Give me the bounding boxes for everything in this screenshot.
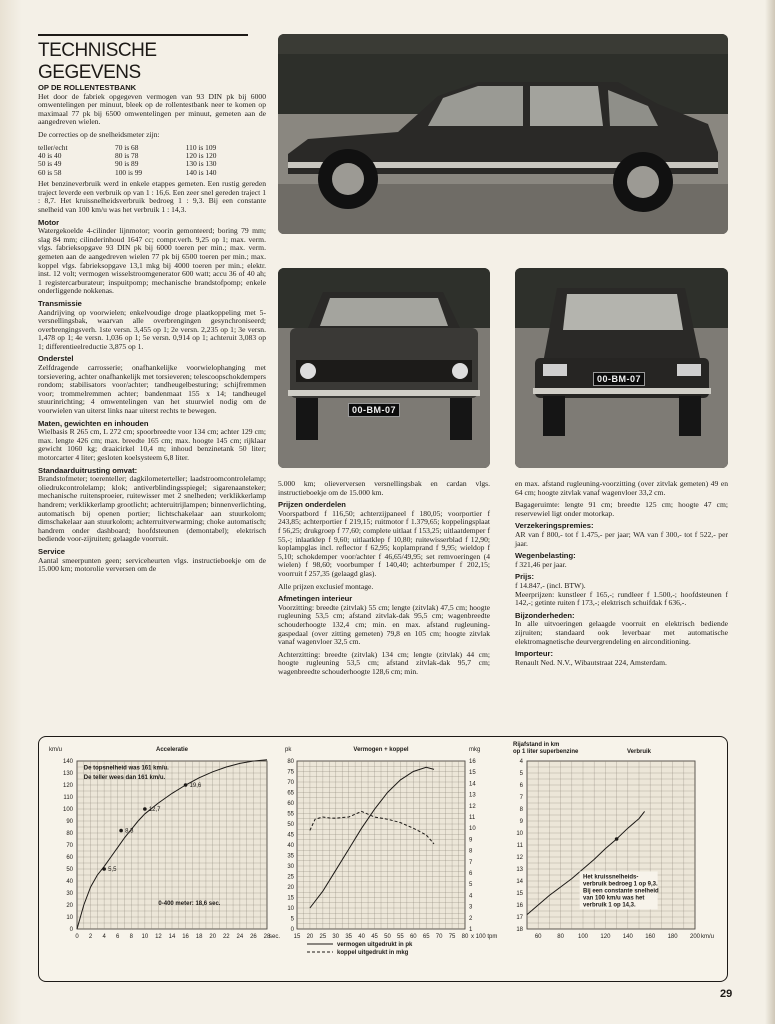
acceleration-y-tick: 30 bbox=[66, 891, 73, 897]
consumption-y-tick: 7 bbox=[519, 795, 523, 801]
acceleration-y-tick: 10 bbox=[66, 915, 73, 921]
acceleration-y-tick: 50 bbox=[66, 867, 73, 873]
correction-cell: 100 is 99 bbox=[115, 167, 143, 177]
consumption-x-tick: 180 bbox=[667, 934, 678, 940]
power-y-tick: 10 bbox=[287, 906, 294, 912]
power-y-tick: 55 bbox=[287, 811, 294, 818]
correction-cell: 120 is 120 bbox=[185, 150, 217, 160]
correction-cell: 40 is 40 bbox=[38, 150, 62, 160]
parts-prices-text: Voorspatbord f 116,50; achterzijpaneel f 180,05; voorportier f 243,85; achterportier f 219,15; ruitmotor f 1.379,65; koppelingsplaat f 56,25; drukgroep f 77,60; complete uitlaat f 153,25; uitlaatdemper f 55,-; inlaatklep f 9,60; uitlaatklep f 10,80; ruitewisserblad f 12,90; koplampglas incl. reflector f 62,95; koplamprand f 9,95; wieldop f 5,10; schokdemper voor/achter f 46,65/49,95; set remvoeringen (4 wielen) f 98,60; voorbumper f 140,40; achterbumper f 202,15; voorruit f 257,35 (gelaagd glas). bbox=[278, 508, 490, 578]
correction-cell: 130 is 130 bbox=[185, 159, 217, 169]
acceleration-x-tick: 16 bbox=[182, 934, 189, 940]
acceleration-y-label: km/u bbox=[49, 747, 63, 753]
section-heading-maten: Maten, gewichten en inhouden bbox=[38, 418, 149, 428]
torque-y-tick: 9 bbox=[469, 837, 473, 844]
consumption-x-tick: 120 bbox=[600, 934, 611, 940]
correction-row bbox=[38, 144, 266, 152]
power-torque-x-tick: 70 bbox=[435, 934, 443, 940]
power-torque-x-tick: 45 bbox=[371, 934, 378, 940]
acceleration-x-tick: 18 bbox=[195, 934, 203, 940]
car-rear-photo bbox=[515, 268, 728, 468]
correction-cell: 60 is 58 bbox=[38, 167, 62, 177]
power-y-tick: 65 bbox=[287, 790, 294, 797]
acceleration-y-tick: 90 bbox=[66, 819, 73, 825]
consumption-note: verbruik bedroeg 1 op 9,3. bbox=[583, 881, 658, 888]
acceleration-x-tick: 8 bbox=[129, 934, 133, 940]
consumption-x-label: km/u bbox=[701, 934, 715, 940]
torque-y-tick: 4 bbox=[469, 893, 473, 900]
section-heading-bijzonderheden: Bijzonderheden: bbox=[515, 610, 575, 620]
luggage-text: Bagageruimte: lengte 91 cm; breedte 125 cm; hoogte 47 cm; reservewiel ligt onder motorkap. bbox=[515, 500, 728, 518]
consumption-y-tick: 13 bbox=[516, 867, 523, 873]
section-heading-importeur: Importeur: bbox=[515, 649, 553, 659]
consumption-y-tick: 9 bbox=[519, 819, 523, 825]
acceleration-x-tick: 22 bbox=[222, 934, 230, 940]
power-y-tick: 15 bbox=[287, 895, 294, 902]
power-y-tick: 0 bbox=[290, 927, 294, 933]
torque-y-tick: 5 bbox=[469, 882, 473, 889]
acceleration-marker bbox=[119, 829, 123, 833]
acceleration-note: De teller wees dan 161 km/u. bbox=[83, 775, 166, 781]
rear-seat-text: Achterzitting: breedte (zitvlak) 134 cm; lengte (zitvlak) 44 cm; hoogte rugleuning 53,5 cm; afstand zitvlak-dak 95,7 cm; wagenbreedte schouderhoogte 128,6 cm; min. bbox=[278, 649, 490, 676]
page-edge bbox=[765, 0, 775, 1024]
section-heading-wegenbelasting: Wegenbelasting: bbox=[515, 551, 576, 561]
consumption-y-tick: 10 bbox=[516, 831, 523, 837]
consumption-note: Bij een constante snelheid bbox=[583, 888, 659, 895]
consumption-y-tick: 17 bbox=[516, 915, 523, 921]
power-torque-x-tick: 35 bbox=[345, 934, 353, 940]
extra-prices-text: Meerprijzen: kunstleer f 165,-; rundleer f 1.500,-; hoofdsteunen f 142,-; getinte ruiten f 173,-; elektrisch schuifdak f 636,-. bbox=[515, 589, 728, 608]
consumption-y-tick: 14 bbox=[516, 879, 523, 885]
power-torque-x-tick: 25 bbox=[319, 934, 327, 940]
parts-prices-note: Alle prijzen exclusief montage. bbox=[278, 581, 374, 591]
torque-y-tick: 14 bbox=[469, 781, 476, 788]
section-heading-onderstel: Onderstel bbox=[38, 354, 74, 364]
acceleration-x-tick: 4 bbox=[102, 934, 106, 940]
power-y-tick: 40 bbox=[287, 843, 294, 849]
torque-y-tick: 6 bbox=[469, 871, 473, 877]
power-torque-x-tick: 55 bbox=[397, 934, 404, 940]
correction-cell: 110 is 109 bbox=[185, 142, 217, 152]
power-torque-title: Vermogen + koppel bbox=[353, 747, 409, 753]
consumption-x-tick: 200 bbox=[689, 934, 701, 940]
power-y-tick: 30 bbox=[287, 864, 294, 870]
correction-cell: 70 is 68 bbox=[115, 142, 139, 152]
chassis-text: Zelfdragende carrosserie; onafhankelijke voorwielophanging met torsievering, achter onafhankelijk met torsieveren; telescoopschokdempers rondom; stabilisators voor/achter; tandheugelbesturing; schijfremmen voor; trommelremmen achter; bandenmaat 155 x 14; tandheugel stuurinrichting; 4 omwentelingen van het stuurwiel nodig om de voorwielen van uiterst links naar uiterst rechts te bewegen. bbox=[38, 363, 266, 416]
consumption-note: verbruik 1 op 14,3. bbox=[583, 902, 636, 909]
consumption-y-tick: 12 bbox=[516, 855, 523, 861]
power-y-tick: 50 bbox=[287, 822, 294, 828]
section-heading-standaard: Standaarduitrusting omvat: bbox=[38, 465, 138, 475]
acceleration-y-tick: 130 bbox=[62, 771, 73, 777]
section-heading-verzekering: Verzekeringspremies: bbox=[515, 521, 594, 531]
correction-cell: 140 is 140 bbox=[185, 167, 217, 177]
charts-panel bbox=[38, 736, 728, 982]
section-heading-transmissie: Transmissie bbox=[38, 298, 82, 308]
consumption-y-tick: 18 bbox=[516, 927, 523, 933]
interior-continued-text: en max. afstand rugleuning-voorzitting (over zitvlak gemeten) 49 en 64 cm; hoogte zitvlak vanaf wagenvloer 33,2 cm. bbox=[515, 479, 728, 497]
power-y-tick: 75 bbox=[287, 769, 294, 776]
torque-y-tick: 7 bbox=[469, 859, 473, 866]
consumption-marker bbox=[615, 837, 619, 841]
acceleration-x-tick: 24 bbox=[236, 934, 244, 940]
power-torque-x-tick: 40 bbox=[358, 934, 365, 940]
consumption-y-tick: 11 bbox=[516, 843, 523, 849]
correction-row bbox=[38, 160, 266, 168]
acceleration-x-tick: 28 bbox=[263, 934, 271, 940]
acceleration-y-tick: 100 bbox=[62, 807, 73, 813]
acceleration-x-tick: 12 bbox=[155, 934, 162, 940]
torque-y-tick: 1 bbox=[469, 927, 473, 933]
consumption-note: Het kruissnelheids- bbox=[583, 874, 639, 881]
page-title: TECHNISCHE GEGEVENS bbox=[38, 34, 248, 84]
acceleration-data-label: 12,7 bbox=[148, 807, 161, 813]
torque-y-tick: 10 bbox=[469, 826, 476, 833]
license-plate-rear: 00-BM-07 bbox=[593, 372, 645, 386]
road-tax-text: f 321,46 per jaar. bbox=[515, 559, 567, 569]
consumption-y-tick: 16 bbox=[516, 903, 523, 909]
consumption-y-tick: 4 bbox=[519, 759, 523, 765]
acceleration-annotation: 0-400 meter: 18,6 sec. bbox=[158, 901, 221, 907]
power-y-tick: 25 bbox=[287, 874, 294, 881]
power-y-tick: 70 bbox=[287, 780, 294, 786]
power-torque-x-tick: 65 bbox=[422, 934, 430, 940]
acceleration-x-tick: 6 bbox=[116, 934, 120, 940]
power-torque-x-tick: 30 bbox=[332, 934, 340, 940]
consumption-note: van 100 km/u was het bbox=[583, 895, 645, 902]
motor-text: Watergekoelde 4-cilinder lijnmotor; voorin gemonteerd; boring 79 mm; slag 84 mm; cilinderinhoud 1647 cc; compr.verh. 9,25 op 1; max. verm. vlgs. fabrieksopgave 93 DIN pk bij 6000 toeren per min.; max. verm. gemeten aan de aangedreven wielen 77 pk bij 6500 toeren per min.; max. koppel vlgs. fabrieksopgave 13,1 mkg bij 4000 toeren per min.; elektr. inst. 12 volt; vermogen wisselstroomgenerator 600 watt; accu 36 of 40 ah; 1 registercarburateur; inspuitpomp; mechanische brandstofpomp; enkele onderliggende nokkenas. bbox=[38, 226, 266, 296]
section-heading-service: Service bbox=[38, 546, 66, 556]
consumption-x-tick: 140 bbox=[622, 934, 633, 940]
power-y-label: pk bbox=[285, 747, 292, 753]
power-torque-x-tick: 60 bbox=[409, 934, 417, 940]
acceleration-x-tick: 14 bbox=[168, 934, 176, 940]
consumption-y-label-2: op 1 liter superbenzine bbox=[513, 749, 579, 755]
column-1 bbox=[38, 80, 266, 578]
car-rear-image bbox=[515, 268, 728, 468]
power-torque-x-tick: 75 bbox=[448, 934, 456, 940]
consumption-x-tick: 160 bbox=[645, 934, 656, 940]
correction-cell: 90 is 89 bbox=[115, 159, 139, 169]
consumption-y-label-1: Rijafstand in km bbox=[513, 742, 560, 748]
torque-y-tick: 2 bbox=[469, 915, 473, 922]
legend-torque-label: koppel uitgedrukt in mkg bbox=[337, 950, 409, 956]
power-y-tick: 20 bbox=[287, 885, 294, 891]
page-number: 29 bbox=[720, 988, 733, 1000]
acceleration-x-tick: 20 bbox=[209, 934, 217, 940]
insurance-text: AR van f 800,- tot f 1.475,- per jaar; WA van f 300,- tot f 522,- per jaar. bbox=[515, 529, 728, 548]
torque-y-tick: 8 bbox=[469, 848, 473, 855]
rollentest-text: Het door de fabriek opgegeven vermogen van 93 DIN pk bij 6000 omwentelingen per minuut, bleek op de rollentestbank neer te komen op maximaal 77 pk bij 6500 omwentelingen per minuut, gemeten aan de aangedreven wielen. bbox=[38, 91, 266, 127]
consumption-y-tick: 5 bbox=[519, 771, 523, 777]
acceleration-marker bbox=[102, 867, 106, 871]
acceleration-data-label: 8,3 bbox=[125, 828, 134, 835]
importer-text: Renault Ned. N.V., Wibautstraat 224, Amsterdam. bbox=[515, 657, 667, 667]
correction-cell: teller/echt bbox=[38, 142, 68, 152]
acceleration-y-tick: 140 bbox=[62, 759, 73, 765]
acceleration-y-tick: 0 bbox=[69, 927, 73, 933]
section-heading-rollentest: OP DE ROLLENTESTBANK bbox=[38, 83, 137, 92]
acceleration-x-tick: 2 bbox=[88, 934, 93, 940]
acceleration-note: De topsnelheid was 161 km/u. bbox=[83, 765, 169, 772]
acceleration-y-tick: 80 bbox=[66, 831, 73, 837]
correction-row bbox=[38, 169, 266, 177]
car-front-photo bbox=[278, 268, 490, 468]
power-y-tick: 5 bbox=[290, 916, 294, 923]
service-text: Aantal smeerpunten geen; serviceheurten vlgs. instructieboekje om de 15.000 km; motorolie verversen om de bbox=[38, 555, 266, 574]
power-y-tick: 35 bbox=[287, 853, 294, 860]
power-torque-x-tick: 80 bbox=[461, 934, 469, 940]
acceleration-y-tick: 110 bbox=[63, 795, 73, 801]
correction-row bbox=[38, 152, 266, 160]
acceleration-x-tick: 0 bbox=[75, 934, 79, 940]
acceleration-title: Acceleratie bbox=[155, 747, 189, 753]
license-plate-front: 00-BM-07 bbox=[348, 403, 400, 417]
column-2 bbox=[278, 480, 490, 680]
section-heading-prijzen: Prijzen onderdelen bbox=[278, 500, 346, 510]
consumption-x-tick: 80 bbox=[557, 934, 564, 940]
consumption-y-tick: 6 bbox=[519, 783, 523, 789]
acceleration-y-tick: 120 bbox=[62, 783, 73, 789]
correction-intro: De correcties op de snelheidsmeter zijn: bbox=[38, 129, 160, 139]
consumption-y-tick: 8 bbox=[519, 807, 523, 813]
power-torque-x-label: x 100 tpm bbox=[471, 934, 498, 940]
fuel-text: Het benzineverbruik werd in enkele etappes gemeten. Een rustig gereden traject leverde een verbruik op van 1 : 16,6. Een zeer snel gereden traject 1 : 8,7. Het kruissnelheidsverbruik bedroeg 1 : 9,3. Bij een constante snelheid van 100 km/u was het verbruik 1 : 14,3. bbox=[38, 179, 266, 214]
correction-cell: 50 is 49 bbox=[38, 159, 62, 169]
column-3 bbox=[515, 480, 728, 671]
car-front-image bbox=[278, 268, 490, 468]
dimensions-text: Wielbasis R 265 cm, L 272 cm; spoorbreedte voor 134 cm; achter 129 cm; max. lengte 426 cm; max. breedte 165 cm; max. hoogte 145 cm; rijklaar gewicht 1060 kg; draaicirkel 10,4 m; inhoud benzinetank 50 liter; motorcarter 4 liter; gesloten koelsysteem 6,8 liter. bbox=[38, 427, 266, 462]
car-side-image bbox=[278, 34, 728, 234]
car-side-photo bbox=[278, 34, 728, 234]
standard-equipment-text: Brandstofmeter; toerenteller; dagkilometerteller; laadstroomcontrolelamp; oliedrukcontrolelamp; klok; antiverblindingsspiegel; sigarenaansteker; mechanische ruitensproeier, ruitewisser met 2 snelheden; verklikkerlamp handrem; verklikkerlamp grootlicht; achteruitrijlampen; binnenverlichting, automatisch bij openen portier; lichtschakelaar aan stuurkolom; dimschakelaar aan stuurkolom; achterruitverwarming; choke automatisch; handrem onder dashboard; hoofdsteunen (demontabel); elektrisch bediende voor-zijruiten; gelaagde voorruit. bbox=[38, 474, 266, 544]
service-continued-text: 5.000 km; olieverversen versnellingsbak en cardan vlgs. instructieboekje om de 15.000 km. bbox=[278, 479, 490, 497]
torque-y-tick: 13 bbox=[469, 792, 476, 799]
particulars-text: In alle uitvoeringen gelaagde voorruit en elektrisch bediende zijruiten; standaard ook leverbaar met automatische elektromagnetische deurvergrendeling en airconditioning. bbox=[515, 619, 728, 646]
correction-cell: 80 is 78 bbox=[115, 150, 139, 160]
section-heading-prijs: Prijs: bbox=[515, 572, 534, 582]
acceleration-marker bbox=[143, 807, 147, 811]
price-text: f 14.847,- (incl. BTW). bbox=[515, 580, 586, 590]
power-torque-x-tick: 20 bbox=[306, 934, 314, 940]
legend-power-label: vermogen uitgedrukt in pk bbox=[337, 942, 413, 948]
acceleration-x-tick: 10 bbox=[141, 934, 149, 940]
consumption-x-tick: 60 bbox=[534, 934, 542, 940]
torque-y-tick: 11 bbox=[469, 815, 476, 821]
power-y-tick: 60 bbox=[287, 801, 294, 807]
acceleration-y-tick: 60 bbox=[66, 855, 73, 861]
consumption-y-tick: 15 bbox=[516, 891, 523, 897]
acceleration-data-label: 5,5 bbox=[108, 867, 117, 873]
consumption-x-tick: 100 bbox=[577, 934, 589, 940]
charts-svg bbox=[39, 737, 727, 981]
torque-y-tick: 16 bbox=[469, 759, 476, 765]
power-y-tick: 80 bbox=[287, 759, 294, 765]
acceleration-y-tick: 70 bbox=[66, 843, 73, 849]
section-heading-motor: Motor bbox=[38, 217, 60, 227]
acceleration-y-tick: 20 bbox=[66, 903, 73, 909]
transmission-text: Aandrijving op voorwielen; enkelvoudige droge plaatkoppeling met 5-versnellingsbak, waarvan alle overbrengingen gesynchroniseerd; overbrengingsverh. 1ste versn. 3,455 op 1; 2e versn. 2,235 op 1; 3e versn. 1,478 op 1; 4e versn. 1,036 op 1; 5e versn. 0,914 op 1; achteruit 3,083 op 1; differentieelreductie 3,875 op 1. bbox=[38, 307, 266, 351]
page-gutter bbox=[0, 0, 22, 1024]
torque-y-tick: 12 bbox=[469, 803, 476, 810]
power-torque-x-tick: 50 bbox=[384, 934, 391, 940]
section-heading-afmetingen: Afmetingen interieur bbox=[278, 594, 353, 604]
acceleration-marker bbox=[184, 783, 188, 787]
consumption-title: Verbruik bbox=[627, 749, 652, 755]
interior-dimensions-text: Voorzitting: breedte (zitvlak) 55 cm; lengte (zitvlak) 47,5 cm; hoogte rugleuning 53,5 cm; afstand zitvlak-dak 95,5 cm; wagenbreedte schouderhoogte 132,4 cm; min. en max. afstand rugleuning-gaspedaal (over zitting gemeten) 79,8 en 105 cm; hoogte zitvlak vanaf wagenvloer 32,5 cm. bbox=[278, 602, 490, 647]
acceleration-data-label: 19,6 bbox=[189, 783, 202, 789]
torque-y-tick: 15 bbox=[469, 770, 476, 777]
torque-y-tick: 3 bbox=[469, 904, 473, 911]
power-torque-x-tick: 15 bbox=[293, 934, 301, 940]
acceleration-x-tick: 26 bbox=[250, 934, 257, 940]
torque-y-label: mkg bbox=[469, 747, 481, 753]
power-y-tick: 45 bbox=[287, 832, 294, 839]
speedometer-correction-table bbox=[38, 144, 266, 178]
acceleration-y-tick: 40 bbox=[66, 879, 73, 885]
acceleration-x-label: sec. bbox=[269, 934, 281, 940]
